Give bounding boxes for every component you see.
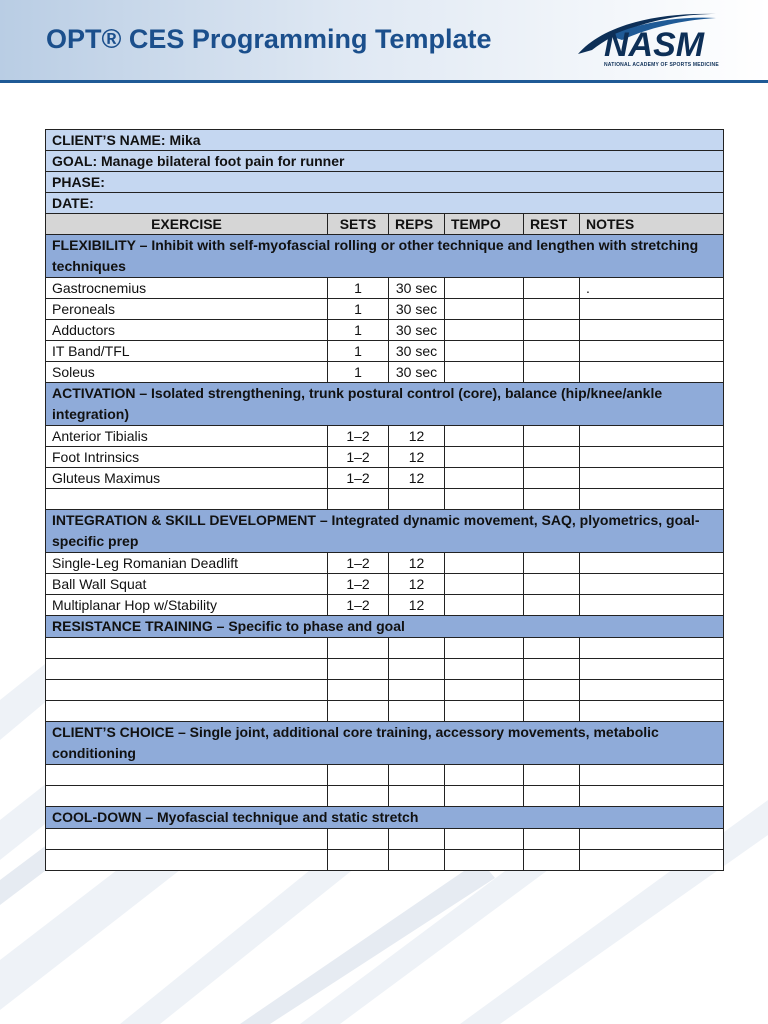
notes-cell[interactable] xyxy=(580,850,724,871)
rest-cell[interactable] xyxy=(524,299,580,320)
sets-cell[interactable]: 1–2 xyxy=(328,468,389,489)
exercise-cell[interactable]: Single-Leg Romanian Deadlift xyxy=(46,553,328,574)
section-title: ACTIVATION – Isolated strengthening, trunk postural control (core), balance (hip/knee/ankle integration) xyxy=(46,383,724,426)
section-title: RESISTANCE TRAINING – Specific to phase and goal xyxy=(46,616,724,638)
tempo-cell[interactable] xyxy=(445,659,524,680)
notes-cell[interactable]: . xyxy=(580,278,724,299)
exercise-cell[interactable]: Ball Wall Squat xyxy=(46,574,328,595)
sets-cell[interactable]: 1 xyxy=(328,362,389,383)
tempo-cell[interactable] xyxy=(445,574,524,595)
section-title: CLIENT’S CHOICE – Single joint, additional core training, accessory movements, metabolic conditioning xyxy=(46,722,724,765)
exercise-row xyxy=(46,574,724,595)
sets-cell[interactable]: 1–2 xyxy=(328,553,389,574)
tempo-cell[interactable] xyxy=(445,638,524,659)
phase-row xyxy=(46,172,724,193)
exercise-row xyxy=(46,638,724,659)
exercise-row xyxy=(46,468,724,489)
rest-cell[interactable] xyxy=(524,341,580,362)
tempo-cell[interactable] xyxy=(445,362,524,383)
section-title: FLEXIBILITY – Inhibit with self-myofascial rolling or other technique and lengthen with stretching techniques xyxy=(46,235,724,278)
exercise-cell[interactable] xyxy=(46,786,328,807)
exercise-row xyxy=(46,299,724,320)
reps-cell[interactable] xyxy=(389,765,445,786)
reps-cell[interactable] xyxy=(389,659,445,680)
col-notes: NOTES xyxy=(580,214,724,235)
sets-cell[interactable]: 1 xyxy=(328,278,389,299)
programming-template-table xyxy=(45,129,724,871)
exercise-cell[interactable]: Gluteus Maximus xyxy=(46,468,328,489)
notes-cell[interactable] xyxy=(580,574,724,595)
client-name-row xyxy=(46,130,724,151)
col-rest: REST xyxy=(524,214,580,235)
exercise-row xyxy=(46,850,724,871)
notes-cell[interactable] xyxy=(580,659,724,680)
sets-cell[interactable]: 1–2 xyxy=(328,595,389,616)
rest-cell[interactable] xyxy=(524,595,580,616)
sets-cell[interactable] xyxy=(328,489,389,510)
exercise-row xyxy=(46,829,724,850)
phase[interactable]: PHASE: xyxy=(46,172,724,193)
section-header-integration xyxy=(46,510,724,553)
notes-cell[interactable] xyxy=(580,362,724,383)
exercise-row xyxy=(46,341,724,362)
rest-cell[interactable] xyxy=(524,426,580,447)
tempo-cell[interactable] xyxy=(445,829,524,850)
sets-cell[interactable]: 1–2 xyxy=(328,447,389,468)
tempo-cell[interactable] xyxy=(445,426,524,447)
reps-cell[interactable]: 30 sec xyxy=(389,341,445,362)
tempo-cell[interactable] xyxy=(445,489,524,510)
tempo-cell[interactable] xyxy=(445,701,524,722)
notes-cell[interactable] xyxy=(580,553,724,574)
tempo-cell[interactable] xyxy=(445,320,524,341)
notes-cell[interactable] xyxy=(580,489,724,510)
goal-row xyxy=(46,151,724,172)
exercise-cell[interactable]: Soleus xyxy=(46,362,328,383)
logo-tagline: NATIONAL ACADEMY OF SPORTS MEDICINE xyxy=(604,62,719,68)
rest-cell[interactable] xyxy=(524,850,580,871)
section-title: COOL-DOWN – Myofascial technique and static stretch xyxy=(46,807,724,829)
rest-cell[interactable] xyxy=(524,786,580,807)
goal[interactable]: GOAL: Manage bilateral foot pain for runner xyxy=(46,151,724,172)
reps-cell[interactable]: 12 xyxy=(389,447,445,468)
reps-cell[interactable] xyxy=(389,829,445,850)
exercise-cell[interactable]: Peroneals xyxy=(46,299,328,320)
reps-cell[interactable] xyxy=(389,638,445,659)
exercise-cell[interactable] xyxy=(46,680,328,701)
exercise-row xyxy=(46,447,724,468)
exercise-row xyxy=(46,765,724,786)
header-divider xyxy=(0,80,768,83)
rest-cell[interactable] xyxy=(524,659,580,680)
sets-cell[interactable]: 1–2 xyxy=(328,426,389,447)
col-reps: REPS xyxy=(389,214,445,235)
tempo-cell[interactable] xyxy=(445,341,524,362)
exercise-row xyxy=(46,320,724,341)
exercise-row xyxy=(46,595,724,616)
section-title: INTEGRATION & SKILL DEVELOPMENT – Integrated dynamic movement, SAQ, plyometrics, goal-specific prep xyxy=(46,510,724,553)
exercise-cell[interactable]: Adductors xyxy=(46,320,328,341)
notes-cell[interactable] xyxy=(580,765,724,786)
exercise-row xyxy=(46,278,724,299)
col-sets: SETS xyxy=(328,214,389,235)
reps-cell[interactable]: 12 xyxy=(389,553,445,574)
exercise-cell[interactable] xyxy=(46,489,328,510)
exercise-cell[interactable] xyxy=(46,765,328,786)
rest-cell[interactable] xyxy=(524,574,580,595)
reps-cell[interactable]: 30 sec xyxy=(389,278,445,299)
sets-cell[interactable] xyxy=(328,765,389,786)
rest-cell[interactable] xyxy=(524,765,580,786)
column-header-row xyxy=(46,214,724,235)
notes-cell[interactable] xyxy=(580,468,724,489)
notes-cell[interactable] xyxy=(580,426,724,447)
page-title: OPT® CES Programming Template xyxy=(46,24,492,54)
tempo-cell[interactable] xyxy=(445,553,524,574)
notes-cell[interactable] xyxy=(580,341,724,362)
tempo-cell[interactable] xyxy=(445,765,524,786)
logo-wordmark: NASM xyxy=(604,26,705,64)
sets-cell[interactable] xyxy=(328,638,389,659)
reps-cell[interactable] xyxy=(389,701,445,722)
reps-cell[interactable]: 12 xyxy=(389,468,445,489)
reps-cell[interactable]: 12 xyxy=(389,426,445,447)
sets-cell[interactable] xyxy=(328,829,389,850)
exercise-cell[interactable] xyxy=(46,850,328,871)
sets-cell[interactable]: 1 xyxy=(328,299,389,320)
exercise-row xyxy=(46,786,724,807)
tempo-cell[interactable] xyxy=(445,278,524,299)
notes-cell[interactable] xyxy=(580,320,724,341)
sets-cell[interactable] xyxy=(328,786,389,807)
rest-cell[interactable] xyxy=(524,638,580,659)
date[interactable]: DATE: xyxy=(46,193,724,214)
sets-cell[interactable]: 1–2 xyxy=(328,574,389,595)
date-row xyxy=(46,193,724,214)
section-header-flexibility xyxy=(46,235,724,278)
exercise-cell[interactable]: Anterior Tibialis xyxy=(46,426,328,447)
exercise-row xyxy=(46,553,724,574)
notes-cell[interactable] xyxy=(580,638,724,659)
exercise-cell[interactable]: Multiplanar Hop w/Stability xyxy=(46,595,328,616)
reps-cell[interactable]: 30 sec xyxy=(389,362,445,383)
sets-cell[interactable]: 1 xyxy=(328,341,389,362)
exercise-row xyxy=(46,489,724,510)
section-header-resistance xyxy=(46,616,724,638)
notes-cell[interactable] xyxy=(580,299,724,320)
exercise-row xyxy=(46,680,724,701)
section-header-clients-choice xyxy=(46,722,724,765)
rest-cell[interactable] xyxy=(524,362,580,383)
notes-cell[interactable] xyxy=(580,701,724,722)
exercise-row xyxy=(46,659,724,680)
exercise-cell[interactable]: Gastrocnemius xyxy=(46,278,328,299)
rest-cell[interactable] xyxy=(524,829,580,850)
notes-cell[interactable] xyxy=(580,786,724,807)
notes-cell[interactable] xyxy=(580,447,724,468)
reps-cell[interactable] xyxy=(389,786,445,807)
rest-cell[interactable] xyxy=(524,680,580,701)
exercise-cell[interactable] xyxy=(46,638,328,659)
tempo-cell[interactable] xyxy=(445,468,524,489)
reps-cell[interactable]: 12 xyxy=(389,574,445,595)
reps-cell[interactable] xyxy=(389,680,445,701)
tempo-cell[interactable] xyxy=(445,595,524,616)
rest-cell[interactable] xyxy=(524,553,580,574)
col-tempo: TEMPO xyxy=(445,214,524,235)
reps-cell[interactable] xyxy=(389,489,445,510)
rest-cell[interactable] xyxy=(524,278,580,299)
reps-cell[interactable]: 30 sec xyxy=(389,320,445,341)
section-header-cooldown xyxy=(46,807,724,829)
reps-cell[interactable]: 30 sec xyxy=(389,299,445,320)
sets-cell[interactable] xyxy=(328,850,389,871)
reps-cell[interactable]: 12 xyxy=(389,595,445,616)
client-name[interactable]: CLIENT’S NAME: Mika xyxy=(46,130,724,151)
exercise-cell[interactable] xyxy=(46,659,328,680)
notes-cell[interactable] xyxy=(580,829,724,850)
col-exercise: EXERCISE xyxy=(46,214,328,235)
rest-cell[interactable] xyxy=(524,489,580,510)
rest-cell[interactable] xyxy=(524,468,580,489)
tempo-cell[interactable] xyxy=(445,447,524,468)
tempo-cell[interactable] xyxy=(445,786,524,807)
exercise-cell[interactable] xyxy=(46,829,328,850)
rest-cell[interactable] xyxy=(524,320,580,341)
sets-cell[interactable] xyxy=(328,701,389,722)
exercise-cell[interactable]: IT Band/TFL xyxy=(46,341,328,362)
tempo-cell[interactable] xyxy=(445,299,524,320)
tempo-cell[interactable] xyxy=(445,680,524,701)
notes-cell[interactable] xyxy=(580,680,724,701)
rest-cell[interactable] xyxy=(524,701,580,722)
reps-cell[interactable] xyxy=(389,850,445,871)
notes-cell[interactable] xyxy=(580,595,724,616)
exercise-row xyxy=(46,362,724,383)
tempo-cell[interactable] xyxy=(445,850,524,871)
exercise-cell[interactable]: Foot Intrinsics xyxy=(46,447,328,468)
exercise-cell[interactable] xyxy=(46,701,328,722)
sets-cell[interactable] xyxy=(328,659,389,680)
sets-cell[interactable]: 1 xyxy=(328,320,389,341)
rest-cell[interactable] xyxy=(524,447,580,468)
sets-cell[interactable] xyxy=(328,680,389,701)
exercise-row xyxy=(46,701,724,722)
exercise-row xyxy=(46,426,724,447)
section-header-activation xyxy=(46,383,724,426)
